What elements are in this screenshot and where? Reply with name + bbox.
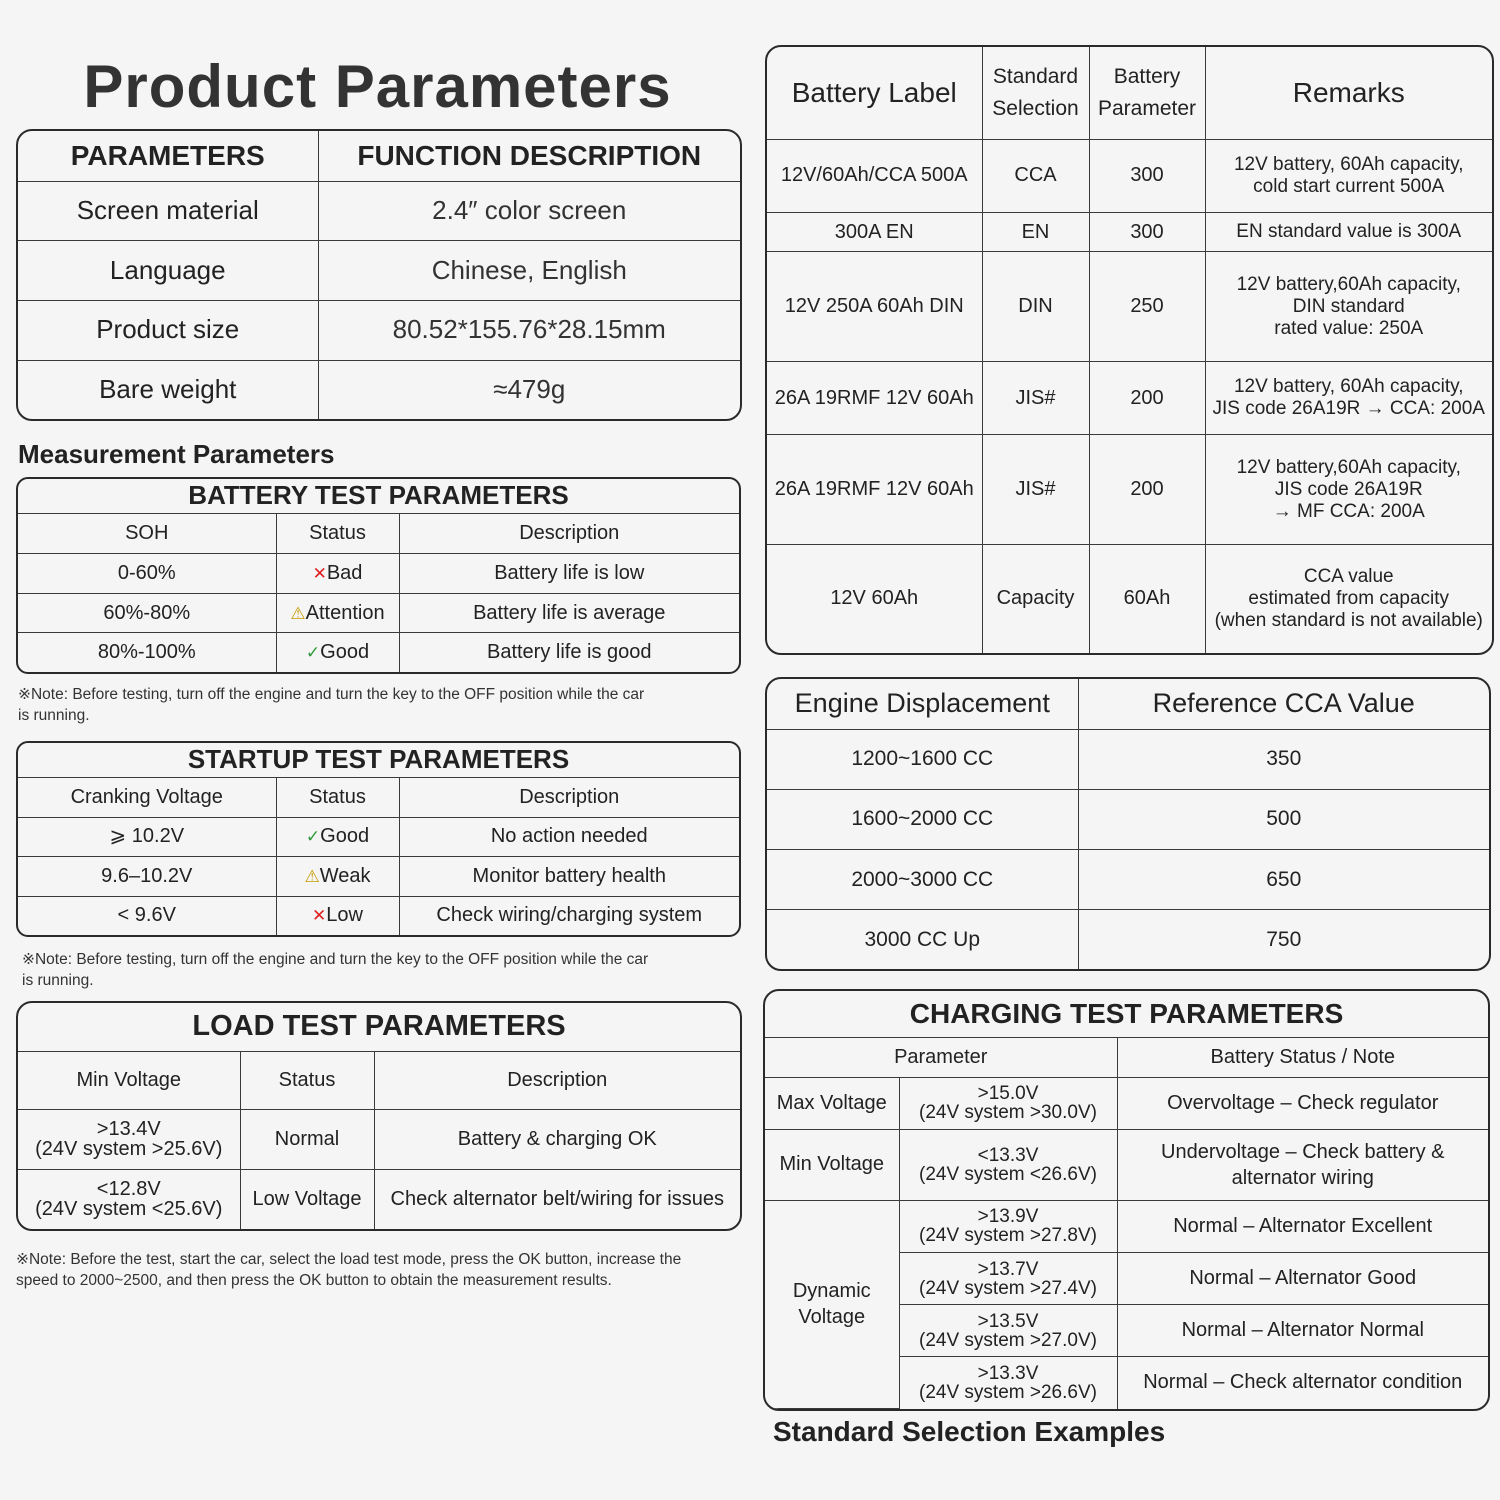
standard-selection: Capacity xyxy=(982,544,1089,653)
battery-label-table xyxy=(765,45,1494,655)
battery-parameter: 200 xyxy=(1089,435,1205,544)
charging-test-table xyxy=(763,989,1490,1411)
check-icon: ✓ xyxy=(305,827,321,847)
battery-test-note: ※Note: Before testing, turn off the engine and turn the key to the OFF position while the car is running. xyxy=(18,686,645,724)
description: Battery life is good xyxy=(399,633,739,672)
description: Battery & charging OK xyxy=(374,1109,740,1169)
table-header-row xyxy=(18,778,739,818)
standard-selection-examples-heading: Standard Selection Examples xyxy=(773,1416,1166,1447)
voltage-value: <13.3V (24V system <26.6V) xyxy=(899,1129,1117,1200)
voltage-value: >13.5V (24V system >27.0V) xyxy=(899,1305,1117,1357)
param-value: ≈479g xyxy=(318,360,740,419)
table-row xyxy=(767,850,1489,910)
cca-value: 350 xyxy=(1078,729,1489,789)
remarks: 12V battery, 60Ah capacity, cold start current 500A xyxy=(1205,139,1492,213)
displacement: 2000~3000 CC xyxy=(767,850,1078,910)
table-row xyxy=(18,241,740,301)
standard-selection: DIN xyxy=(982,252,1089,361)
column-header-battery-label: Battery Label xyxy=(767,47,982,139)
column-header-status: Status xyxy=(276,514,399,554)
load-test-title: LOAD TEST PARAMETERS xyxy=(18,1003,740,1051)
table-row xyxy=(18,1109,740,1169)
status-text: Bad xyxy=(326,561,363,584)
status-note: Overvoltage – Check regulator xyxy=(1117,1077,1488,1129)
table-row xyxy=(767,544,1492,653)
column-header-battery-parameter: Battery Parameter xyxy=(1089,47,1205,139)
table-header-row xyxy=(18,514,739,554)
voltage-range: 9.6–10.2V xyxy=(18,857,276,897)
column-header-battery-status: Battery Status / Note xyxy=(1117,1037,1488,1077)
load-test-table xyxy=(16,1001,742,1231)
voltage-range: >13.4V (24V system >25.6V) xyxy=(18,1109,240,1169)
row-label: Dynamic Voltage xyxy=(765,1200,899,1408)
measurement-heading: Measurement Parameters xyxy=(18,439,335,469)
status-cell xyxy=(276,857,399,897)
soh-range: 60%-80% xyxy=(18,593,276,633)
column-header-remarks: Remarks xyxy=(1205,47,1492,139)
status-note: Undervoltage – Check battery & alternator wiring xyxy=(1117,1129,1488,1200)
engine-displacement-table xyxy=(765,677,1491,971)
voltage-value: >13.3V (24V system >26.6V) xyxy=(899,1357,1117,1409)
battery-label: 12V 250A 60Ah DIN xyxy=(767,252,982,361)
remarks: 12V battery,60Ah capacity, JIS code 26A19R → MF CCA: 200A xyxy=(1205,435,1492,544)
voltage-range: < 9.6V xyxy=(18,896,276,935)
battery-label: 300A EN xyxy=(767,213,982,252)
param-name: Product size xyxy=(18,300,318,360)
table-header-row xyxy=(18,1051,740,1109)
table-row xyxy=(767,361,1492,435)
check-icon: ✓ xyxy=(305,643,321,663)
standard-selection: CCA xyxy=(982,139,1089,213)
column-header-engine-displacement: Engine Displacement xyxy=(767,679,1078,729)
displacement: 3000 CC Up xyxy=(767,910,1078,969)
description: Battery life is low xyxy=(399,553,739,593)
battery-label: 26A 19RMF 12V 60Ah xyxy=(767,361,982,435)
page-title: Product Parameters xyxy=(83,53,672,120)
standard-selection: JIS# xyxy=(982,361,1089,435)
column-header-description: Description xyxy=(374,1051,740,1109)
startup-test-table xyxy=(16,741,741,937)
description: Check wiring/charging system xyxy=(399,896,739,935)
status-cell xyxy=(276,896,399,935)
status-note: Normal – Alternator Normal xyxy=(1117,1305,1488,1357)
status-note: Normal – Alternator Excellent xyxy=(1117,1200,1488,1252)
row-label: Max Voltage xyxy=(765,1077,899,1129)
column-header-description: Description xyxy=(399,514,739,554)
battery-parameter: 60Ah xyxy=(1089,544,1205,653)
column-header-description: Description xyxy=(399,778,739,818)
description: Battery life is average xyxy=(399,593,739,633)
remarks: CCA value estimated from capacity (when standard is not available) xyxy=(1205,544,1492,653)
warning-icon: ⚠ xyxy=(290,603,306,623)
product-parameters-table xyxy=(16,129,742,421)
description: No action needed xyxy=(399,817,739,857)
charging-test-title: CHARGING TEST PARAMETERS xyxy=(765,991,1488,1037)
table-row xyxy=(18,553,739,593)
load-test-note: ※Note: Before the test, start the car, select the load test mode, press the OK button, increase the speed to 2000~2500, and then press the OK button to obtain the measurement results. xyxy=(16,1251,682,1289)
status-note: Normal – Alternator Good xyxy=(1117,1252,1488,1304)
param-value: 2.4″ color screen xyxy=(318,181,740,241)
status-note: Normal – Check alternator condition xyxy=(1117,1357,1488,1409)
table-row xyxy=(767,252,1492,361)
battery-label: 12V 60Ah xyxy=(767,544,982,653)
displacement: 1600~2000 CC xyxy=(767,789,1078,849)
status-cell xyxy=(276,633,399,672)
remarks: 12V battery, 60Ah capacity, JIS code 26A19R → CCA: 200A xyxy=(1205,361,1492,435)
standard-selection: JIS# xyxy=(982,435,1089,544)
displacement: 1200~1600 CC xyxy=(767,729,1078,789)
column-header-parameter: Parameter xyxy=(765,1037,1117,1077)
voltage-range: <12.8V (24V system <25.6V) xyxy=(18,1169,240,1229)
row-label: Min Voltage xyxy=(765,1129,899,1200)
battery-label: 12V/60Ah/CCA 500A xyxy=(767,139,982,213)
table-row xyxy=(18,181,740,241)
table-row xyxy=(767,213,1492,252)
column-header-function-description: FUNCTION DESCRIPTION xyxy=(318,131,740,181)
x-mark-icon: ✕ xyxy=(312,906,327,926)
cca-value: 500 xyxy=(1078,789,1489,849)
status-text: Low Voltage xyxy=(240,1169,374,1229)
column-header-standard-selection: Standard Selection xyxy=(982,47,1089,139)
table-row xyxy=(767,910,1489,969)
battery-test-table xyxy=(16,477,741,674)
description: Check alternator belt/wiring for issues xyxy=(374,1169,740,1229)
table-row xyxy=(18,633,739,672)
column-header-cranking-voltage: Cranking Voltage xyxy=(18,778,276,818)
x-mark-icon: ✕ xyxy=(312,563,327,583)
column-header-status: Status xyxy=(276,778,399,818)
param-name: Language xyxy=(18,241,318,301)
param-value: Chinese, English xyxy=(318,241,740,301)
soh-range: 0-60% xyxy=(18,553,276,593)
remarks: EN standard value is 300A xyxy=(1205,213,1492,252)
column-header-soh: SOH xyxy=(18,514,276,554)
status-text: Good xyxy=(320,641,370,664)
battery-parameter: 300 xyxy=(1089,213,1205,252)
table-row xyxy=(18,593,739,633)
status-cell xyxy=(276,817,399,857)
table-row xyxy=(765,1200,1488,1252)
voltage-value: >13.9V (24V system >27.8V) xyxy=(899,1200,1117,1252)
status-cell xyxy=(276,553,399,593)
status-text: Good xyxy=(320,825,370,848)
column-header-parameters: PARAMETERS xyxy=(18,131,318,181)
battery-label: 26A 19RMF 12V 60Ah xyxy=(767,435,982,544)
column-header-reference-cca: Reference CCA Value xyxy=(1078,679,1489,729)
table-row xyxy=(767,139,1492,213)
standard-selection: EN xyxy=(982,213,1089,252)
warning-icon: ⚠ xyxy=(304,866,320,886)
soh-range: 80%-100% xyxy=(18,633,276,672)
battery-test-title: BATTERY TEST PARAMETERS xyxy=(18,479,739,514)
param-value: 80.52*155.76*28.15mm xyxy=(318,300,740,360)
table-row xyxy=(765,1129,1488,1200)
voltage-value: >15.0V (24V system >30.0V) xyxy=(899,1077,1117,1129)
status-text: Low xyxy=(326,904,363,927)
voltage-value: >13.7V (24V system >27.4V) xyxy=(899,1252,1117,1304)
status-text: Attention xyxy=(305,601,385,624)
status-text: Weak xyxy=(319,864,371,887)
status-text: Normal xyxy=(240,1109,374,1169)
table-row xyxy=(765,1077,1488,1129)
column-header-status: Status xyxy=(240,1051,374,1109)
param-name: Screen material xyxy=(18,181,318,241)
table-row xyxy=(767,789,1489,849)
param-name: Bare weight xyxy=(18,360,318,419)
startup-test-title: STARTUP TEST PARAMETERS xyxy=(18,743,739,778)
battery-parameter: 300 xyxy=(1089,139,1205,213)
table-row xyxy=(18,896,739,935)
cca-value: 650 xyxy=(1078,850,1489,910)
table-row xyxy=(18,857,739,897)
table-row xyxy=(767,435,1492,544)
table-row xyxy=(18,817,739,857)
table-header-row xyxy=(765,1037,1488,1077)
startup-test-note: ※Note: Before testing, turn off the engine and turn the key to the OFF position while the car is running. xyxy=(22,951,649,989)
table-row xyxy=(18,300,740,360)
description: Monitor battery health xyxy=(399,857,739,897)
cca-value: 750 xyxy=(1078,910,1489,969)
battery-parameter: 250 xyxy=(1089,252,1205,361)
column-header-min-voltage: Min Voltage xyxy=(18,1051,240,1109)
remarks: 12V battery,60Ah capacity, DIN standard rated value: 250A xyxy=(1205,252,1492,361)
status-cell xyxy=(276,593,399,633)
battery-parameter: 200 xyxy=(1089,361,1205,435)
table-row xyxy=(767,729,1489,789)
voltage-range: ⩾ 10.2V xyxy=(18,817,276,857)
table-row xyxy=(18,360,740,419)
table-row xyxy=(18,1169,740,1229)
